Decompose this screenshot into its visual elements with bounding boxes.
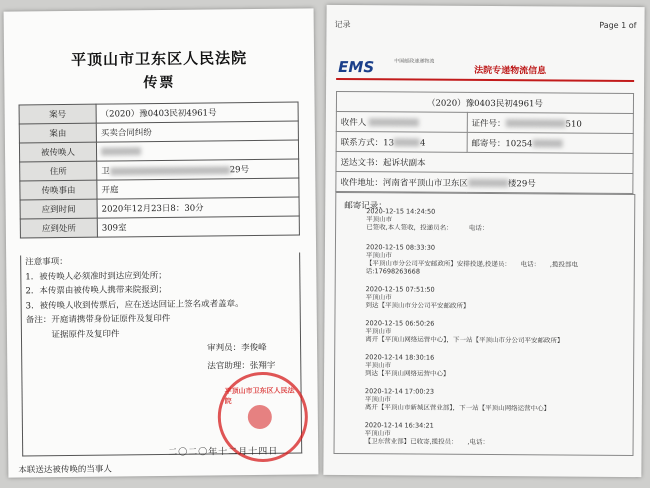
row-label: 住所 [20, 161, 97, 181]
page-indicator: Page 1 of [599, 20, 637, 31]
notes-line: 注意事项： [25, 256, 68, 268]
redaction-blur [532, 139, 562, 147]
table-row [336, 171, 633, 193]
issue-date: 二〇二〇年十二月十四日 [168, 446, 279, 458]
notes-line: 备注：开庭请携带身份证原件及复印件 [25, 313, 171, 326]
row-label: 应到处所 [20, 218, 97, 238]
id-value: 510 [565, 119, 582, 130]
row-label: 传唤事由 [20, 180, 97, 200]
redaction-blur [369, 118, 419, 126]
record-line: 平顶山市 [365, 293, 392, 302]
header-divider [336, 78, 634, 82]
row-value: 309室 [97, 216, 299, 237]
national-emblem-icon [248, 405, 272, 429]
mail-no-cell [467, 132, 633, 153]
table-row [336, 111, 633, 133]
document-value: 起诉状副本 [383, 157, 426, 169]
redaction-blur [101, 147, 141, 155]
record-time: 2020-12-15 06:50:26 [365, 319, 435, 328]
recipient-cell [336, 111, 467, 132]
mail-no-label: 邮寄号： [471, 138, 506, 149]
table-row [20, 216, 299, 238]
record-entry [365, 387, 627, 413]
record-line: 【平顶山市分公司平安邮政所】安排投递,投递员： 电话： ,揽投部电 [365, 259, 579, 269]
record-time: 2020-12-15 08:33:30 [365, 243, 436, 252]
record-entry [366, 285, 628, 311]
address-value: 河南省平顶山市卫东区 [382, 177, 468, 189]
address-tail: 楼29号 [507, 178, 536, 189]
table-row [336, 91, 633, 113]
record-time: 2020-12-14 18:30:16 [365, 353, 435, 362]
record-line: 平顶山市 [364, 429, 391, 438]
record-time: 2020-12-15 14:24:50 [366, 207, 436, 216]
record-line: 到达【平顶山网络运营中心】 [365, 369, 450, 378]
record-entry [366, 207, 628, 233]
record-line: 离开【平顶山市新城区营业部】，下一站【平顶山网络运营中心】 [364, 403, 551, 413]
ems-logo-subtitle: 中国邮政速递物流 [394, 58, 435, 65]
id-label: 证件号： [471, 118, 506, 129]
tracking-title: 法院专递物流信息 [474, 65, 547, 77]
notes-line: 3．被传唤人收到传票后，应在送达回证上签名或者盖章。 [25, 298, 244, 311]
record-time: 2020-12-15 07:51:50 [365, 285, 435, 294]
judge-signature: 审判员：李俊峰 [207, 342, 267, 354]
assistant-signature: 法官助理：张翔宇 [207, 360, 276, 372]
table-row [336, 131, 633, 153]
case-number: （2020）豫0403民初4961号 [336, 91, 633, 113]
record-line: 平顶山市 [366, 215, 393, 224]
row-label: 应到时间 [20, 199, 97, 219]
row-value [97, 159, 299, 180]
phone-value: 13 [383, 137, 395, 148]
record-line: 到达【平顶山市分公司平安邮政所】 [365, 301, 470, 310]
phone-label: 联系方式： [340, 137, 384, 148]
record-entry [365, 319, 627, 345]
record-entry [366, 243, 628, 277]
record-entry [365, 353, 627, 379]
row-label: 被传唤人 [19, 142, 96, 162]
record-time: 2020-12-14 17:00:23 [364, 387, 435, 396]
court-summons-sheet [4, 8, 319, 477]
row-value: 2020年12月23日8：30分 [97, 197, 299, 218]
document-type: 传票 [143, 74, 176, 92]
address-label: 收件地址： [340, 177, 383, 188]
mail-no-value: 10254 [505, 138, 533, 149]
table-row [336, 151, 633, 173]
row-value: 买卖合同纠纷 [96, 121, 298, 142]
phone-tail: 4 [419, 138, 426, 149]
record-line: 平顶山市 [365, 361, 392, 370]
record-line: 【卫东营业部】已收寄,揽投员： ,电话： [364, 437, 490, 447]
records-title: 邮寄记录： [344, 201, 387, 212]
record-line: 离开【平顶山网络运营中心】，下一站【平顶山市分公司平安邮政所】 [365, 335, 564, 345]
record-line: 已签收,本人签收，投递员名： 电话： [366, 223, 489, 233]
record-line: 平顶山市 [365, 251, 392, 260]
ems-logo: EMS [338, 57, 375, 77]
document-cell [336, 151, 633, 173]
document-label: 送达文书： [340, 157, 384, 168]
address-tail: 29号 [229, 165, 250, 176]
row-value: （2020）豫0403民初4961号 [96, 102, 298, 123]
row-label: 案号 [19, 104, 96, 124]
mail-records-box [334, 192, 636, 456]
notes-line: 证据原件及复印件 [25, 328, 120, 340]
court-title: 平顶山市卫东区人民法院 [70, 49, 248, 69]
address-head: 卫 [101, 166, 110, 177]
record-line: 平顶山市 [364, 395, 391, 404]
record-entry [365, 421, 627, 447]
record-line: 话:17698263668 [365, 267, 421, 276]
mail-info-table [335, 91, 634, 194]
redaction-blur [506, 119, 566, 127]
redaction-blur [394, 138, 420, 146]
address-cell [336, 171, 633, 193]
redaction-blur [110, 166, 230, 175]
row-value-redacted [96, 140, 298, 161]
phone-cell [336, 131, 467, 152]
row-label: 案由 [19, 123, 96, 143]
summons-form-table [19, 102, 300, 239]
recipient-label: 收件人 [340, 117, 367, 128]
notes-line: 1．被传唤人必须准时到达应到处所； [25, 270, 167, 282]
ems-tracking-sheet [323, 5, 644, 477]
header-left: 记录 [334, 19, 351, 30]
notes-line: 2．本传票由被传唤人携带来院报到； [25, 284, 167, 297]
row-value: 开庭 [97, 178, 299, 199]
redaction-blur [468, 179, 508, 187]
footer-note: 本联送达被传唤的当事人 [18, 464, 112, 476]
record-time: 2020-12-14 16:34:21 [364, 421, 434, 430]
record-line: 平顶山市 [365, 327, 392, 336]
seal-text: 平顶山市卫东区人民法院 [224, 385, 295, 406]
id-cell [467, 112, 633, 133]
